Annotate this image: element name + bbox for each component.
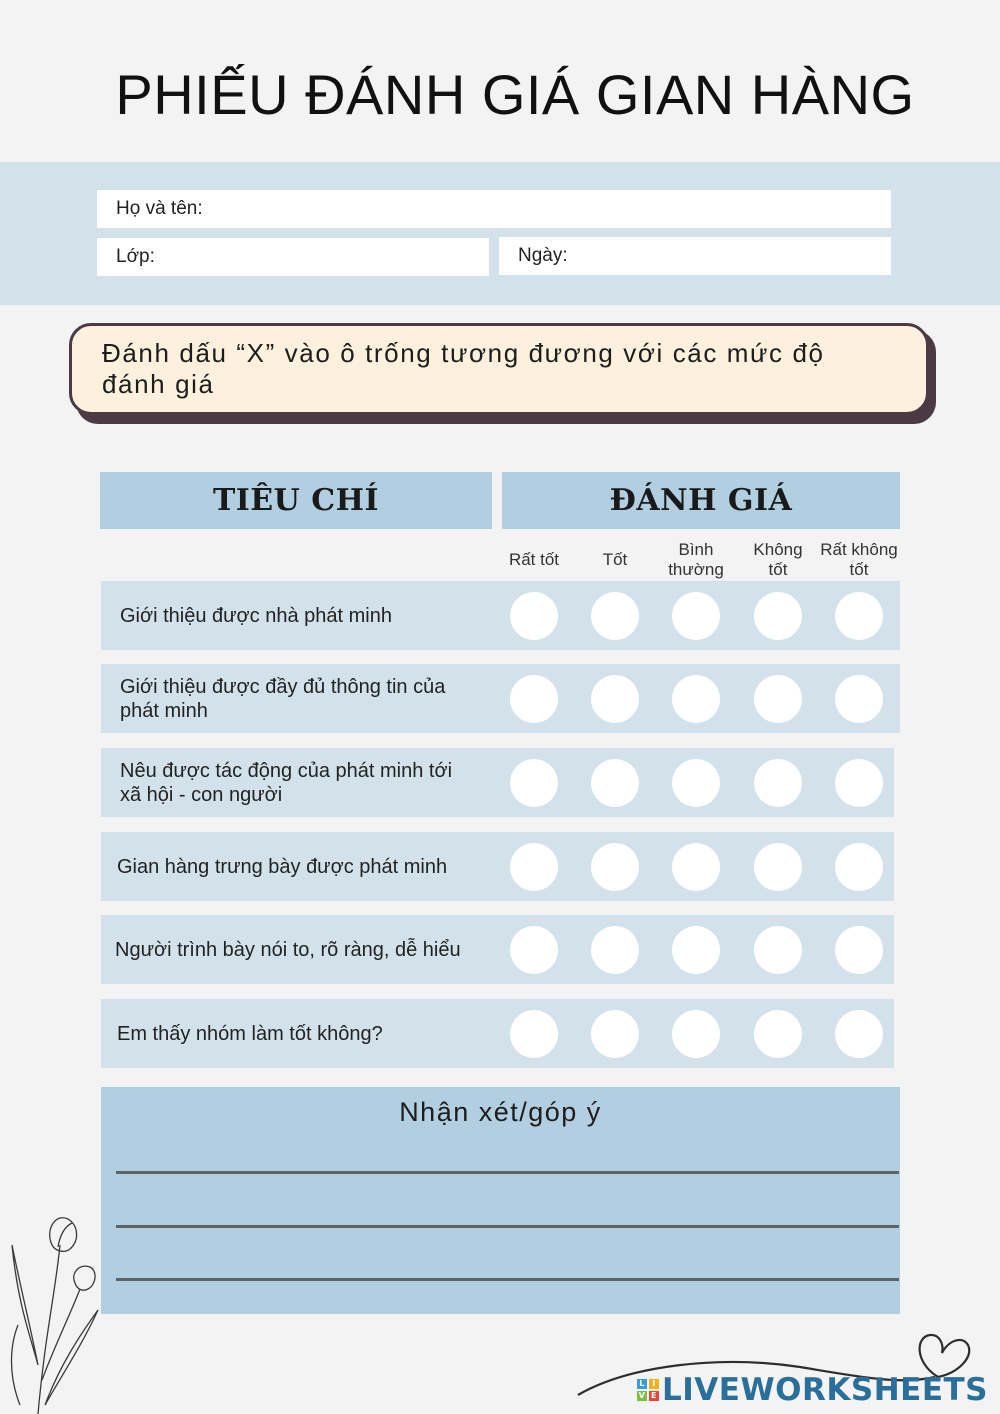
tulip-bud	[74, 1266, 95, 1290]
comment-line[interactable]	[116, 1171, 899, 1174]
rating-level-text: Rất không	[820, 540, 898, 559]
logo-mark-icon	[637, 1379, 659, 1401]
rating-level-text: Rất tốt	[508, 550, 560, 569]
logo-mark-letter: E	[649, 1391, 659, 1401]
criteria-header: TIÊU CHÍ	[100, 472, 492, 529]
name-field[interactable]	[97, 190, 891, 228]
leaf	[12, 1245, 38, 1365]
logo-text: LIVEWORKSHEETS	[662, 1372, 988, 1408]
criteria-line: Người trình bày nói to, rõ ràng, dễ hiểu	[115, 938, 461, 961]
comment-line[interactable]	[116, 1278, 899, 1281]
name-label: Họ và tên:	[116, 198, 203, 219]
criteria-line: xã hội - con người	[120, 783, 283, 806]
rating-level-text: tốt	[849, 560, 869, 579]
class-field[interactable]	[97, 238, 489, 276]
criteria-line: Giới thiệu được nhà phát minh	[120, 604, 392, 627]
criteria-text	[117, 999, 497, 1068]
rating-level-text: Tốt	[602, 550, 628, 569]
criteria-text	[120, 581, 500, 650]
rating-checkbox[interactable]	[591, 592, 639, 640]
rating-level-text: Bình	[678, 540, 714, 559]
date-label: Ngày:	[518, 245, 568, 266]
rating-level-text: Không	[753, 540, 803, 559]
criteria-text	[117, 832, 497, 901]
rating-checkbox[interactable]	[510, 592, 558, 640]
rating-level-label	[489, 538, 579, 582]
flower-illustration	[0, 1205, 110, 1414]
rating-level-text: thường	[668, 560, 724, 579]
criteria-line: phát minh	[120, 699, 208, 722]
rating-checkbox[interactable]	[754, 843, 802, 891]
rating-checkbox[interactable]	[591, 843, 639, 891]
rating-level-label	[733, 538, 823, 582]
rating-checkbox[interactable]	[835, 843, 883, 891]
criteria-text	[120, 664, 500, 733]
rating-checkbox[interactable]	[591, 675, 639, 723]
rating-checkbox[interactable]	[510, 675, 558, 723]
criteria-text	[115, 915, 495, 984]
criteria-line: Gian hàng trưng bày được phát minh	[117, 855, 448, 878]
logo-mark-letter: L	[637, 1379, 647, 1389]
rating-checkbox[interactable]	[672, 1010, 720, 1058]
criteria-line: Em thấy nhóm làm tốt không?	[117, 1022, 383, 1045]
heart-icon	[920, 1335, 970, 1377]
rating-checkbox[interactable]	[835, 759, 883, 807]
rating-level-label	[651, 538, 741, 582]
rating-checkbox[interactable]	[672, 926, 720, 974]
rating-checkbox[interactable]	[510, 1010, 558, 1058]
rating-checkbox[interactable]	[510, 926, 558, 974]
rating-checkbox[interactable]	[672, 675, 720, 723]
class-label: Lớp:	[116, 246, 155, 267]
rating-checkbox[interactable]	[835, 592, 883, 640]
rating-checkbox[interactable]	[754, 592, 802, 640]
comment-line[interactable]	[116, 1225, 899, 1228]
rating-checkbox[interactable]	[510, 759, 558, 807]
criteria-line: Nêu được tác động của phát minh tới	[120, 759, 453, 782]
rating-checkbox[interactable]	[672, 843, 720, 891]
liveworksheets-logo[interactable]	[637, 1372, 988, 1408]
flower-stem	[38, 1245, 60, 1414]
rating-checkbox[interactable]	[754, 759, 802, 807]
criteria-text	[120, 748, 500, 817]
logo-mark-letter: V	[638, 1391, 646, 1400]
rating-checkbox[interactable]	[591, 926, 639, 974]
rating-level-text: tốt	[768, 560, 788, 579]
leaf	[45, 1310, 98, 1405]
rating-checkbox[interactable]	[672, 592, 720, 640]
rating-level-label	[570, 538, 660, 582]
criteria-line: Giới thiệu được đầy đủ thông tin của	[120, 675, 446, 698]
date-field[interactable]	[499, 237, 891, 275]
instruction-note: Đánh dấu “X” vào ô trống tương đương với các mức độ đánh giá	[69, 323, 929, 415]
rating-checkbox[interactable]	[754, 1010, 802, 1058]
rating-checkbox[interactable]	[835, 926, 883, 974]
rating-header: ĐÁNH GIÁ	[502, 472, 900, 529]
rating-checkbox[interactable]	[672, 759, 720, 807]
tulip-bud	[50, 1218, 77, 1252]
rating-checkbox[interactable]	[591, 759, 639, 807]
rating-checkbox[interactable]	[835, 1010, 883, 1058]
logo-mark-letter: I	[649, 1379, 659, 1389]
rating-checkbox[interactable]	[510, 843, 558, 891]
rating-checkbox[interactable]	[835, 675, 883, 723]
rating-checkbox[interactable]	[591, 1010, 639, 1058]
info-band	[0, 162, 1000, 305]
page-title: PHIẾU ĐÁNH GIÁ GIAN HÀNG	[115, 63, 915, 126]
comment-title: Nhận xét/góp ý	[399, 1097, 602, 1127]
rating-checkbox[interactable]	[754, 675, 802, 723]
rating-level-label	[814, 538, 904, 582]
rating-checkbox[interactable]	[754, 926, 802, 974]
